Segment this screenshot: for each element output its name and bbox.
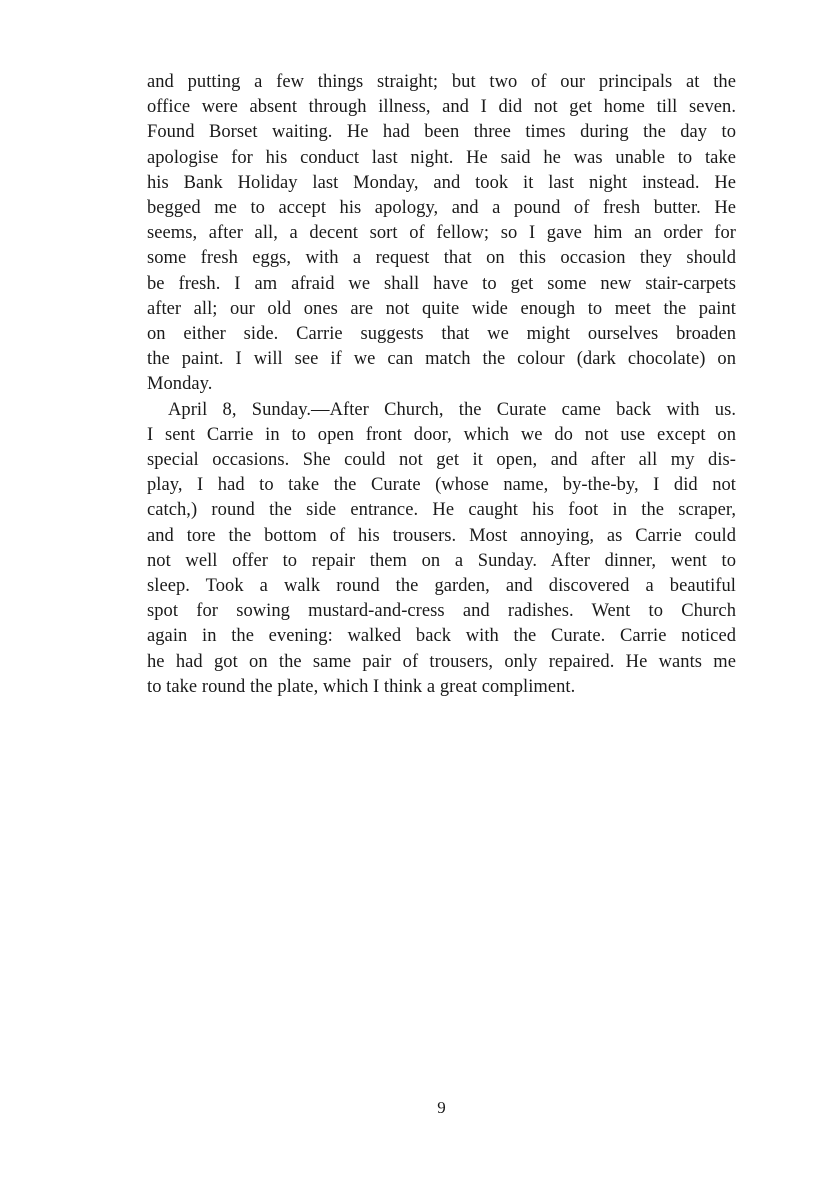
page-number: 9 <box>437 1098 446 1117</box>
text-line: sleep. Took a walk round the garden, and discovered a beautiful <box>147 576 736 597</box>
text-line: I sent Carrie in to open front door, which we do not use except on <box>147 424 736 445</box>
text-line: catch,) round the side entrance. He caught his foot in the scraper, <box>147 500 736 521</box>
text-line: to take round the plate, which I think a great compliment. <box>147 676 576 697</box>
text-line: his Bank Holiday last Monday, and took it last night instead. He <box>147 172 736 193</box>
text-line: the paint. I will see if we can match the colour (dark chocolate) on <box>147 349 736 370</box>
text-line: be fresh. I am afraid we shall have to get some new stair-carpets <box>147 273 736 294</box>
paragraph <box>147 398 736 700</box>
text-line: and tore the bottom of his trousers. Most annoying, as Carrie could <box>147 525 736 546</box>
text-line: he had got on the same pair of trousers, only repaired. He wants me <box>147 651 736 672</box>
text-line: some fresh eggs, with a request that on this occasion they should <box>147 248 736 269</box>
text-line: on either side. Carrie suggests that we might ourselves broaden <box>147 324 736 345</box>
text-line: special occasions. She could not get it open, and after all my dis- <box>147 450 736 471</box>
text-line: Monday. <box>147 374 213 395</box>
text-line: office were absent through illness, and I did not get home till seven. <box>147 97 736 118</box>
text-line: after all; our old ones are not quite wide enough to meet the paint <box>147 298 736 319</box>
text-line: seems, after all, a decent sort of fellow; so I gave him an order for <box>147 223 736 244</box>
text-line: again in the evening: walked back with the Curate. Carrie noticed <box>147 626 736 647</box>
text-line: spot for sowing mustard-and-cress and radishes. Went to Church <box>147 601 736 622</box>
text-line: begged me to accept his apology, and a pound of fresh butter. He <box>147 198 736 219</box>
text-line: April 8, Sunday.—After Church, the Curate came back with us. <box>168 399 736 420</box>
text-line: apologise for his conduct last night. He said he was unable to take <box>147 147 736 168</box>
paragraph <box>147 70 736 398</box>
text-block <box>147 70 736 700</box>
text-line: not well offer to repair them on a Sunday. After dinner, went to <box>147 550 736 571</box>
text-line: and putting a few things straight; but two of our principals at the <box>147 72 736 92</box>
text-line: play, I had to take the Curate (whose name, by-the-by, I did not <box>147 475 736 496</box>
text-line: Found Borset waiting. He had been three times during the day to <box>147 122 736 143</box>
